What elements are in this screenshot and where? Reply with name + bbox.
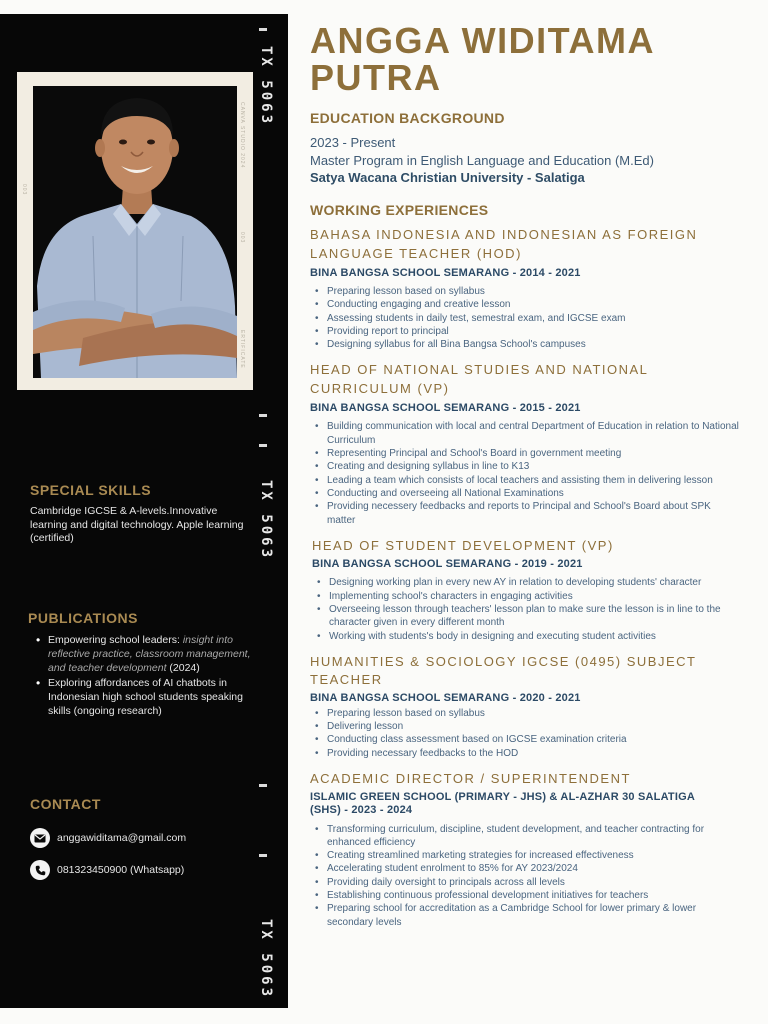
publication-title: Exploring affordances of AI chatbots in Indonesian high school students speaking skills (ongoing research)	[48, 677, 243, 717]
film-code: TX 5063	[258, 46, 274, 127]
job-duty: • Overseeing lesson through teachers' lesson plan to make sure the lesson is in line to the character given in every different month	[312, 603, 740, 630]
person-portrait-illustration	[33, 86, 237, 378]
photo-frame-mark: ERTIFICATE	[239, 330, 245, 369]
job-duty: • Providing necessery feedbacks and reports to Principal and School's Board about SPK matter	[310, 500, 740, 527]
job-duty: • Representing Principal and School's Board in government meeting	[310, 447, 740, 460]
job-duty: • Implementing school's characters in engaging activities	[312, 590, 740, 603]
film-code: TX 5063	[258, 919, 274, 1000]
job-duty: • Leading a team which consists of local teachers and assisting them in delivering lesson	[310, 474, 740, 487]
job-duty: • Creating streamlined marketing strategies for increased effectiveness	[310, 849, 740, 862]
job-duty: • Designing syllabus for all Bina Bangsa School's campuses	[310, 338, 740, 351]
job-duty: • Accelerating student enrolment to 85% for AY 2023/2024	[310, 862, 740, 875]
job-duties	[312, 576, 740, 642]
job-title: BAHASA INDONESIA AND INDONESIAN AS FOREIGN LANGUAGE TEACHER (HOD)	[310, 227, 698, 261]
special-skills-text: Cambridge IGCSE & A-levels.Innovative learning and digital technology. Apple learning (certified)	[30, 505, 244, 544]
phone-icon	[30, 860, 50, 880]
film-strip	[247, 14, 288, 1008]
publication-item	[32, 634, 257, 675]
job-duty: • Providing daily oversight to principals across all levels	[310, 876, 740, 889]
job-duty: • Preparing lesson based on syllabus	[310, 707, 740, 720]
education-university: Satya Wacana Christian University - Salatiga	[310, 170, 585, 185]
photo-frame-mark: 003	[21, 184, 27, 196]
film-code: TX 5063	[258, 480, 274, 561]
job-title: HEAD OF NATIONAL STUDIES AND NATIONAL CURRICULUM (VP)	[310, 362, 648, 396]
job-entry	[310, 653, 740, 760]
job-duty: • Providing necessary feedbacks to the HOD	[310, 747, 740, 760]
job-duty: • Conducting and overseeing all National Examinations	[310, 487, 740, 500]
publication-subtitle: insight into reflective practice, classroom management, and teacher development	[48, 634, 251, 674]
sidebar	[0, 14, 288, 1008]
publications-heading: PUBLICATIONS	[28, 610, 138, 626]
contact-email[interactable]: anggawiditama@gmail.com	[57, 832, 187, 844]
name-line-2: PUTRA	[310, 57, 442, 98]
job-school: BINA BANGSA SCHOOL SEMARANG - 2019 - 2021	[312, 558, 583, 571]
film-perforation	[259, 28, 267, 31]
job-school: BINA BANGSA SCHOOL SEMARANG - 2014 - 2021	[310, 267, 581, 279]
job-duty: • Conducting class assessment based on IGCSE examination criteria	[310, 733, 740, 746]
job-duty: • Delivering lesson	[310, 720, 740, 733]
name-line-1: ANGGA WIDITAMA	[310, 20, 655, 61]
photo-frame-caption: CANVA STUDIO 2024	[239, 102, 245, 169]
job-school: ISLAMIC GREEN SCHOOL (PRIMARY - JHS) & AL-AZHAR 30 SALATIGA (SHS) - 2023 - 2024	[310, 790, 695, 816]
job-school: BINA BANGSA SCHOOL SEMARANG - 2020 - 2021	[310, 691, 581, 704]
job-duty: • Providing report to principal	[310, 325, 740, 338]
job-duties	[310, 707, 740, 760]
education-heading: EDUCATION BACKGROUND	[310, 110, 505, 126]
job-entry	[310, 537, 740, 643]
contact-email-row	[30, 828, 186, 848]
job-title: HUMANITIES & SOCIOLOGY IGCSE (0495) SUBJECT TEACHER	[310, 653, 697, 688]
publication-item	[32, 677, 257, 718]
publications-list	[32, 634, 257, 721]
work-heading: WORKING EXPERIENCES	[310, 202, 489, 218]
job-duty: • Building communication with local and central Department of Education in relation to National Curriculum	[310, 420, 740, 447]
job-duty: • Conducting engaging and creative lesson	[310, 298, 740, 311]
job-entry	[310, 226, 740, 351]
publication-year: (2024)	[166, 661, 200, 674]
job-school: BINA BANGSA SCHOOL SEMARANG - 2015 - 2021	[310, 402, 581, 415]
job-duty: • Transforming curriculum, discipline, student development, and teacher contracting for enhanced efficiency	[310, 823, 740, 850]
job-entry	[310, 361, 740, 526]
job-duty: • Working with students's body in designing and executing student activities	[312, 630, 740, 643]
contact-phone-row	[30, 860, 184, 880]
profile-photo	[33, 86, 237, 378]
job-duties	[310, 285, 740, 351]
job-duty: • Designing working plan in every new AY in relation to developing students' character	[312, 576, 740, 589]
job-title: HEAD OF STUDENT DEVELOPMENT (VP)	[312, 537, 614, 553]
contact-heading: CONTACT	[30, 796, 101, 812]
film-perforation	[259, 414, 267, 417]
photo-frame-mark: 003	[239, 232, 245, 244]
mail-icon	[30, 828, 50, 848]
film-perforation	[259, 854, 267, 857]
education-period: 2023 - Present	[310, 135, 396, 150]
job-duties	[310, 823, 740, 929]
job-title: ACADEMIC DIRECTOR / SUPERINTENDENT	[310, 771, 631, 787]
job-duty: • Preparing school for accreditation as a Cambridge School for lower primary & lower secondary levels	[310, 902, 740, 929]
profile-photo-frame	[17, 72, 253, 390]
job-duty: • Preparing lesson based on syllabus	[310, 285, 740, 298]
publication-title: Empowering school leaders:	[48, 634, 183, 646]
job-duty: • Establishing continuous professional development initiatives for teachers	[310, 889, 740, 902]
job-duty: • Assessing students in daily test, semestral exam, and IGCSE exam	[310, 312, 740, 325]
education-program: Master Program in English Language and Education (M.Ed)	[310, 152, 654, 168]
special-skills-heading: SPECIAL SKILLS	[30, 482, 152, 498]
contact-phone[interactable]: 081323450900 (Whatsapp)	[57, 864, 185, 876]
job-entry	[310, 770, 740, 929]
film-perforation	[259, 784, 267, 787]
film-perforation	[259, 444, 267, 447]
job-duties	[310, 420, 740, 526]
job-duty: • Creating and designing syllabus in line to K13	[310, 460, 740, 473]
candidate-name	[310, 22, 740, 96]
main-content	[310, 22, 740, 929]
